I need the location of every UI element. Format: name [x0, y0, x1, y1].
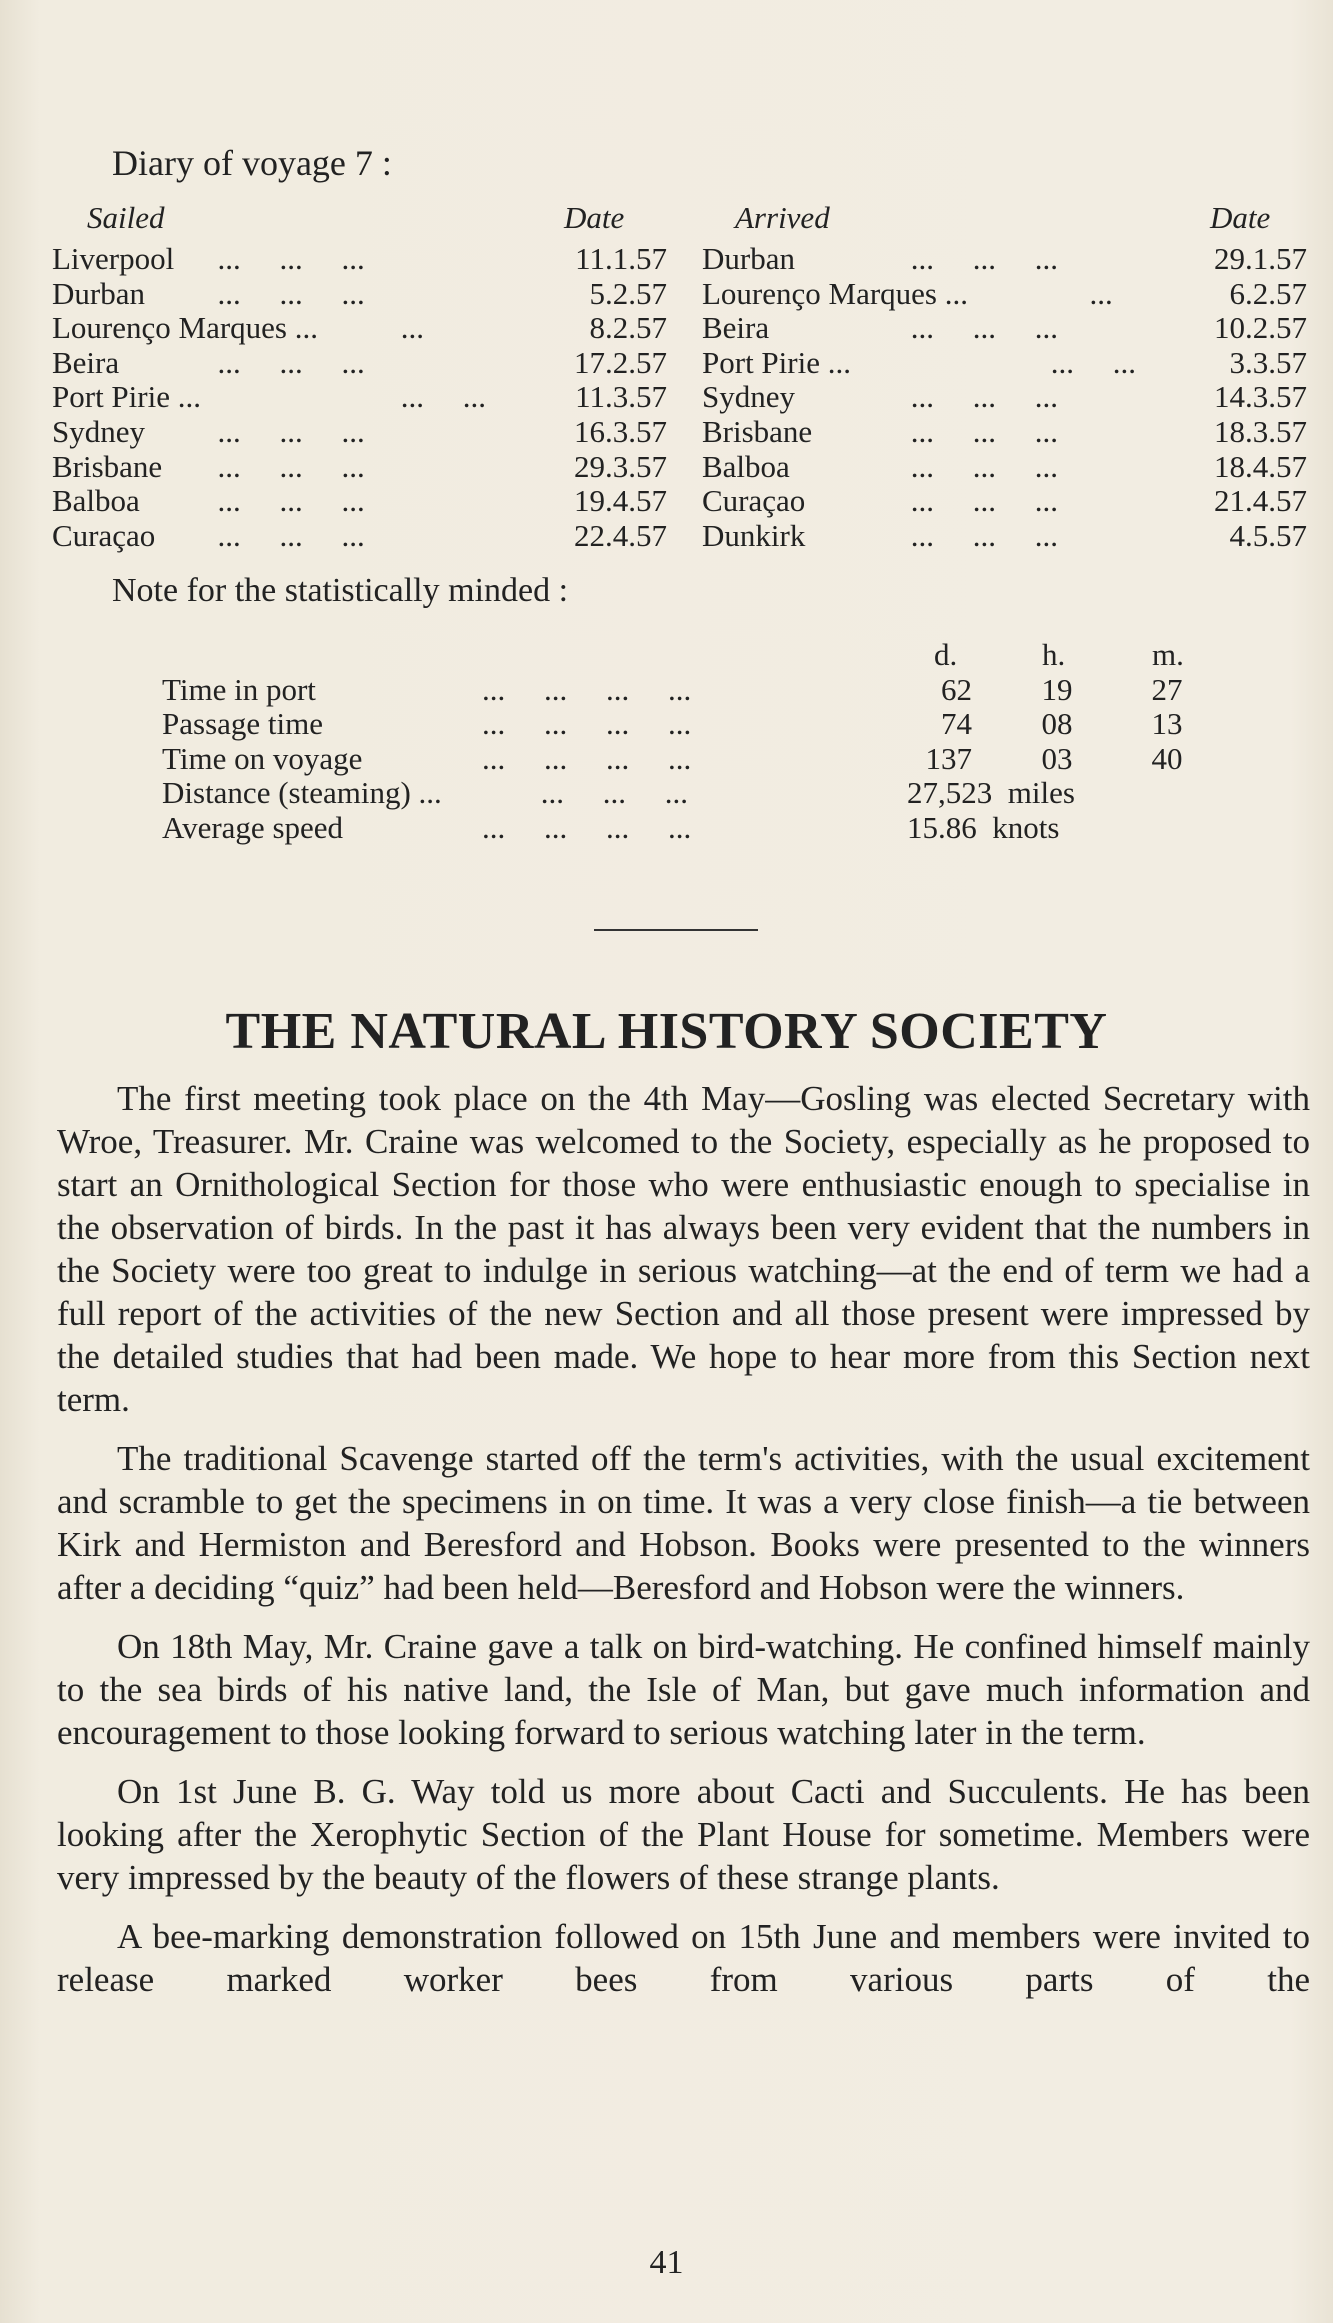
voyage-row	[52, 346, 1307, 381]
arrived-leader-dots: ... ... ...	[872, 517, 1058, 553]
arrived-date: 4.5.57	[1229, 517, 1307, 553]
stat-label: Time in port	[162, 671, 316, 707]
sailed-leader-dots: ... ... ...	[202, 413, 365, 449]
stat-label: Passage time	[162, 706, 323, 742]
sailed-port: Liverpool	[52, 241, 175, 276]
sailed-port: Durban	[52, 275, 145, 311]
header-days: d.	[934, 637, 958, 672]
stat-minutes: 13	[1151, 706, 1183, 742]
article-paragraph: On 1st June B. G. Way told us more about Cacti and Succulents. He has been looking after the Xerophytic Section of the Plant House for sometime. Members were very impressed by the beauty of the flowers of these strange plants.	[57, 1772, 1310, 1897]
statistics-row	[162, 776, 1212, 811]
stat-minutes: 27	[1151, 671, 1183, 707]
voyage-table-body	[52, 242, 1307, 553]
voyage-row	[52, 277, 1307, 312]
stat-hours: 08	[1041, 706, 1073, 742]
sailed-date: 22.4.57	[574, 517, 667, 553]
sailed-leader-dots: ... ... ...	[202, 275, 365, 311]
sailed-date: 8.2.57	[589, 310, 667, 346]
sailed-date: 19.4.57	[574, 483, 667, 519]
voyage-row	[52, 450, 1307, 485]
header-date-sailed: Date	[564, 200, 625, 235]
voyage-row	[52, 311, 1307, 346]
statistics-header	[162, 638, 1212, 673]
sailed-date: 11.1.57	[575, 241, 667, 276]
article-paragraph: The traditional Scavenge started off the term's activities, with the usual excitement and scramble to get the specimens in on time. It was a very close finish—a tie between Kirk and Hermiston and Beresford and Hobson. Books were presented to the winners after a deciding “quiz” had been held—Beresford and Hobson were the winners.	[57, 1439, 1310, 1607]
stat-days: 74	[941, 706, 972, 742]
arrived-port: Sydney	[702, 379, 795, 415]
arrived-port: Curaçao	[702, 483, 806, 519]
arrived-leader-dots: ... ... ...	[872, 379, 1058, 415]
voyage-diary-heading: Diary of voyage 7 :	[112, 143, 392, 183]
arrived-date: 29.1.57	[1214, 241, 1307, 276]
stat-days: 137	[925, 740, 972, 776]
header-hours: h.	[1042, 637, 1066, 672]
article-paragraph: A bee-marking demonstration followed on 15th June and members were invited to release marked worker bees from various parts of the	[57, 1917, 1310, 1999]
sailed-leader-dots: ...	[362, 310, 424, 346]
arrived-port: Balboa	[702, 448, 790, 484]
statistics-row	[162, 811, 1212, 846]
arrived-date: 14.3.57	[1214, 379, 1307, 415]
sailed-leader-dots: ... ... ...	[202, 344, 365, 380]
arrived-date: 3.3.57	[1229, 344, 1307, 380]
statistics-row	[162, 742, 1212, 777]
statistics-body	[162, 673, 1212, 846]
page-number: 41	[649, 2244, 684, 2281]
sailed-leader-dots: ... ... ...	[202, 448, 365, 484]
arrived-port: Lourenço Marques ...	[702, 275, 968, 311]
header-arrived: Arrived	[735, 200, 830, 235]
arrived-leader-dots: ...	[1012, 275, 1113, 311]
article-paragraph: On 18th May, Mr. Craine gave a talk on bird-watching. He confined himself mainly to the sea birds of his native land, the Isle of Man, but gave much information and encouragement to those looking forward to serious watching later in the term.	[57, 1627, 1310, 1752]
sailed-port: Port Pirie ...	[52, 379, 201, 415]
sailed-port: Brisbane	[52, 448, 163, 484]
voyage-row	[52, 415, 1307, 450]
arrived-date: 18.4.57	[1214, 448, 1307, 484]
article-title: THE NATURAL HISTORY SOCIETY	[225, 1003, 1108, 1060]
arrived-leader-dots: ... ... ...	[872, 310, 1058, 346]
stat-leader-dots: ... ... ... ...	[482, 706, 692, 742]
stat-leader-dots: ... ... ... ...	[482, 671, 692, 707]
arrived-leader-dots: ... ... ...	[872, 483, 1058, 519]
sailed-date: 16.3.57	[574, 413, 667, 449]
arrived-port: Durban	[702, 241, 795, 276]
arrived-date: 18.3.57	[1214, 413, 1307, 449]
voyage-table-header	[52, 200, 1307, 242]
stat-hours: 03	[1041, 740, 1073, 776]
arrived-leader-dots: ... ... ...	[872, 448, 1058, 484]
arrived-port: Beira	[702, 310, 770, 346]
sailed-leader-dots: ... ... ...	[202, 483, 365, 519]
sailed-date: 29.3.57	[574, 448, 667, 484]
sailed-date: 17.2.57	[574, 344, 667, 380]
stat-leader-dots: ... ... ... ...	[482, 740, 692, 776]
stat-days: 27,523 miles	[907, 775, 1075, 811]
stat-minutes: 40	[1151, 740, 1183, 776]
voyage-row	[52, 380, 1307, 415]
header-sailed: Sailed	[87, 200, 165, 235]
statistics-table	[162, 638, 1212, 846]
sailed-port: Sydney	[52, 413, 145, 449]
statistics-row	[162, 707, 1212, 742]
article-paragraph: The first meeting took place on the 4th May—Gosling was elected Secretary with Wroe, Treasurer. Mr. Craine was welcomed to the Society, especially as he proposed to start an Ornithological Section for those who were enthusiastic enough to specialise in the observation of birds. In the past it has always been very evident that the numbers in the Society were too great to indulge in serious watching—at the end of term we had a full report of the activities of the new Section and all those present were impressed by the detailed studies that had been made. We hope to hear more from this Section next term.	[57, 1079, 1310, 1419]
stat-leader-dots: ... ... ...	[502, 775, 688, 811]
sailed-date: 5.2.57	[589, 275, 667, 311]
sailed-port: Beira	[52, 344, 120, 380]
voyage-row	[52, 242, 1307, 277]
stat-days: 15.86 knots	[907, 809, 1060, 845]
arrived-date: 10.2.57	[1214, 310, 1307, 346]
arrived-leader-dots: ... ... ...	[872, 413, 1058, 449]
voyage-table	[52, 200, 1307, 553]
arrived-port: Brisbane	[702, 413, 813, 449]
header-date-arrived: Date	[1210, 200, 1271, 235]
sailed-port: Lourenço Marques ...	[52, 310, 318, 346]
sailed-leader-dots: ... ... ...	[202, 241, 365, 276]
article-body	[57, 1077, 1310, 2017]
voyage-row	[52, 519, 1307, 554]
arrived-date: 21.4.57	[1214, 483, 1307, 519]
sailed-date: 11.3.57	[575, 379, 667, 415]
arrived-leader-dots: ... ... ...	[872, 241, 1058, 276]
stat-label: Time on voyage	[162, 740, 363, 776]
statistics-row	[162, 673, 1212, 708]
section-divider	[594, 929, 758, 931]
header-minutes: m.	[1152, 637, 1184, 672]
arrived-leader-dots: ... ...	[1012, 344, 1136, 380]
arrived-date: 6.2.57	[1229, 275, 1307, 311]
voyage-row	[52, 484, 1307, 519]
arrived-port: Dunkirk	[702, 517, 806, 553]
stat-label: Distance (steaming) ...	[162, 775, 442, 811]
arrived-port: Port Pirie ...	[702, 344, 851, 380]
stat-label: Average speed	[162, 809, 344, 845]
stat-leader-dots: ... ... ... ...	[482, 809, 692, 845]
stat-hours: 19	[1041, 671, 1073, 707]
sailed-leader-dots: ... ... ...	[202, 517, 365, 553]
sailed-leader-dots: ... ...	[362, 379, 486, 415]
stat-days: 62	[941, 671, 972, 707]
sailed-port: Curaçao	[52, 517, 156, 553]
statistics-note: Note for the statistically minded :	[112, 572, 569, 609]
sailed-port: Balboa	[52, 483, 140, 519]
